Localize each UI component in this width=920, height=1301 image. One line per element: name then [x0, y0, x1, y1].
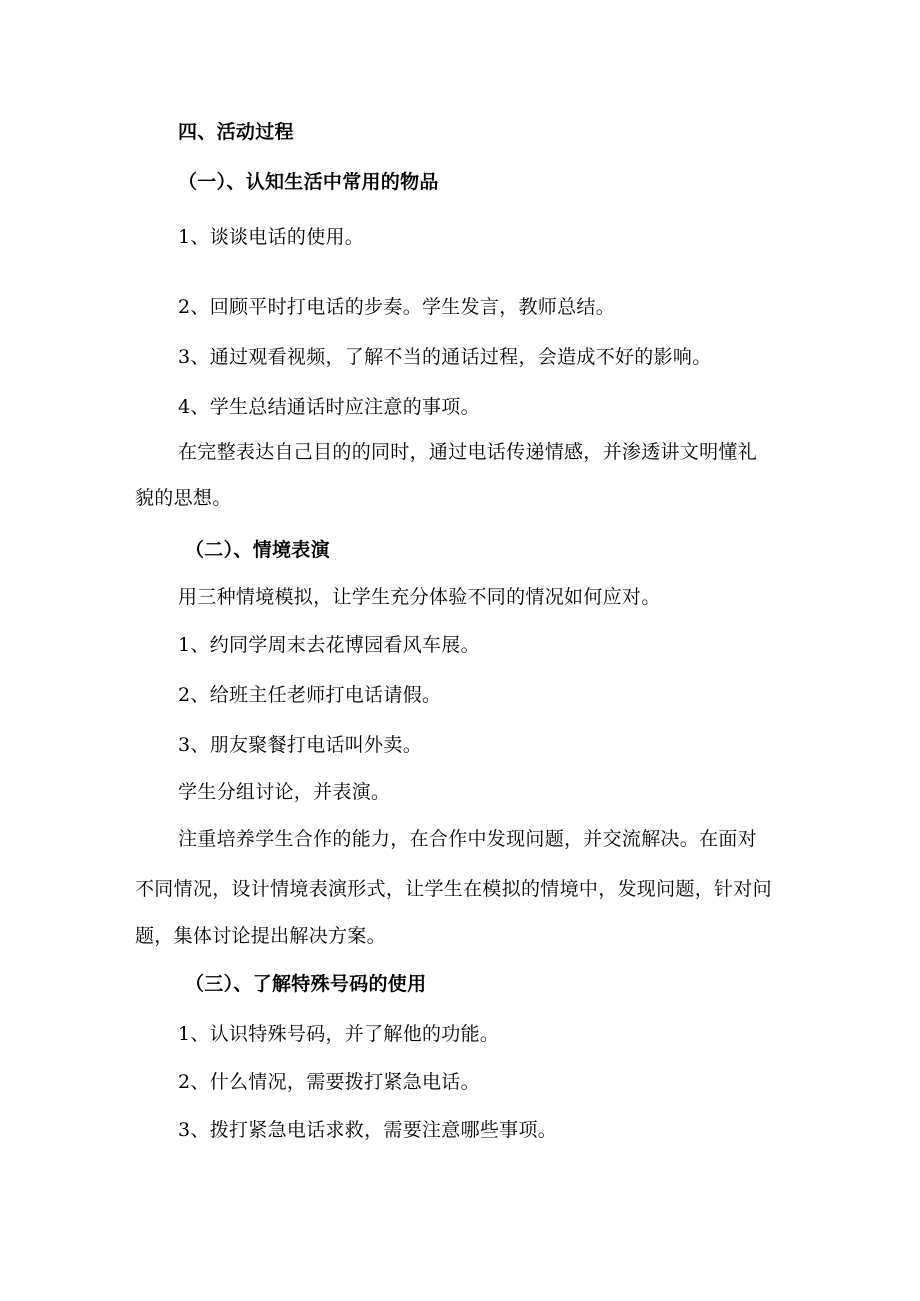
part1-item-4: 4、学生总结通话时应注意的事项。	[178, 396, 480, 418]
part1-item-3: 3、通过观看视频，了解不当的通话过程，会造成不好的影响。	[178, 346, 712, 368]
part1-item-1: 1、谈谈电话的使用。	[178, 226, 365, 248]
part3-heading: （三）、了解特殊号码的使用	[185, 973, 427, 995]
part3-item-1: 1、认识特殊号码，并了解他的功能。	[178, 1023, 500, 1045]
part2-item-2: 2、给班主任老师打电话请假。	[178, 684, 442, 706]
part2-item-3: 3、朋友聚餐打电话叫外卖。	[178, 734, 422, 756]
part2-note-line-3: 题，集体讨论提出解决方案。	[135, 925, 386, 947]
part1-note-line-1: 在完整表达自己目的的同时，通过电话传递情感，并渗透讲文明懂礼	[178, 441, 758, 463]
part2-heading: （二）、情境表演	[185, 539, 330, 561]
part1-item-2: 2、回顾平时打电话的步奏。学生发言，教师总结。	[178, 296, 615, 318]
part1-heading: （一）、认知生活中常用的物品	[178, 171, 439, 193]
section-title: 四、活动过程	[178, 121, 294, 143]
part2-intro: 用三种情境模拟，让学生充分体验不同的情况如何应对。	[178, 586, 661, 608]
part2-note-line-2: 不同情况，设计情境表演形式，让学生在模拟的情境中，发现问题，针对问	[135, 878, 772, 900]
part2-note-line-1: 注重培养学生合作的能力，在合作中发现问题，并交流解决。在面对	[178, 828, 758, 850]
part2-item-1: 1、约同学周末去花博园看风车展。	[178, 634, 480, 656]
part3-item-3: 3、拨打紧急电话求救，需要注意哪些事项。	[178, 1119, 558, 1141]
part3-item-2: 2、什么情况，需要拨打紧急电话。	[178, 1071, 480, 1093]
part1-note-line-2: 貌的思想。	[135, 487, 232, 509]
part2-discussion: 学生分组讨论，并表演。	[178, 781, 391, 803]
